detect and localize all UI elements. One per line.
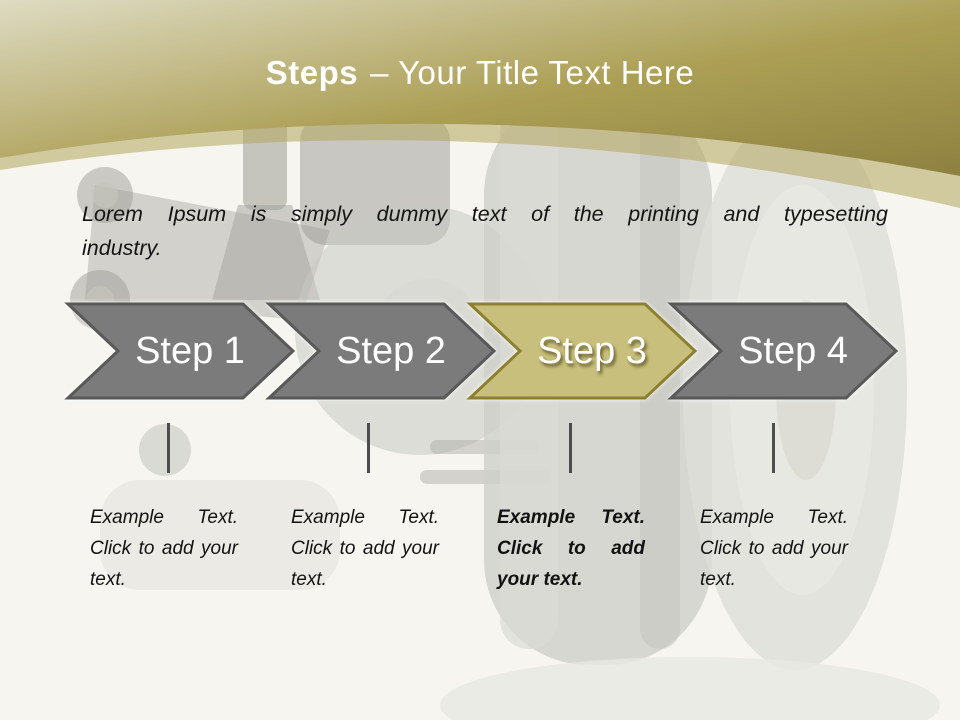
step-1-label[interactable]: Step 1 bbox=[135, 330, 245, 372]
step-3-label[interactable]: Step 3 bbox=[537, 330, 647, 372]
step-2-connector-line bbox=[367, 423, 370, 473]
step-2-description[interactable]: Example Text. Click to add your text. bbox=[291, 507, 439, 590]
title-keyword: Steps bbox=[265, 54, 359, 91]
step-4-description[interactable]: Example Text. Click to add your text. bbox=[700, 507, 848, 590]
step-3-connector-line bbox=[569, 423, 572, 473]
step-1-connector-line bbox=[167, 423, 170, 473]
step-4-label[interactable]: Step 4 bbox=[738, 330, 848, 372]
step-1-description[interactable]: Example Text. Click to add your text. bbox=[90, 507, 238, 590]
step-4-connector-line bbox=[772, 423, 775, 473]
intro-line-2: industry. bbox=[82, 236, 162, 260]
step-2-label[interactable]: Step 2 bbox=[336, 330, 446, 372]
intro-line-1: Lorem Ipsum is simply dummy text of the printing and typesetting bbox=[82, 202, 888, 226]
title-subtitle: – Your Title Text Here bbox=[370, 54, 695, 91]
step-3-description[interactable]: Example Text. Click to add your text. bbox=[497, 507, 645, 590]
